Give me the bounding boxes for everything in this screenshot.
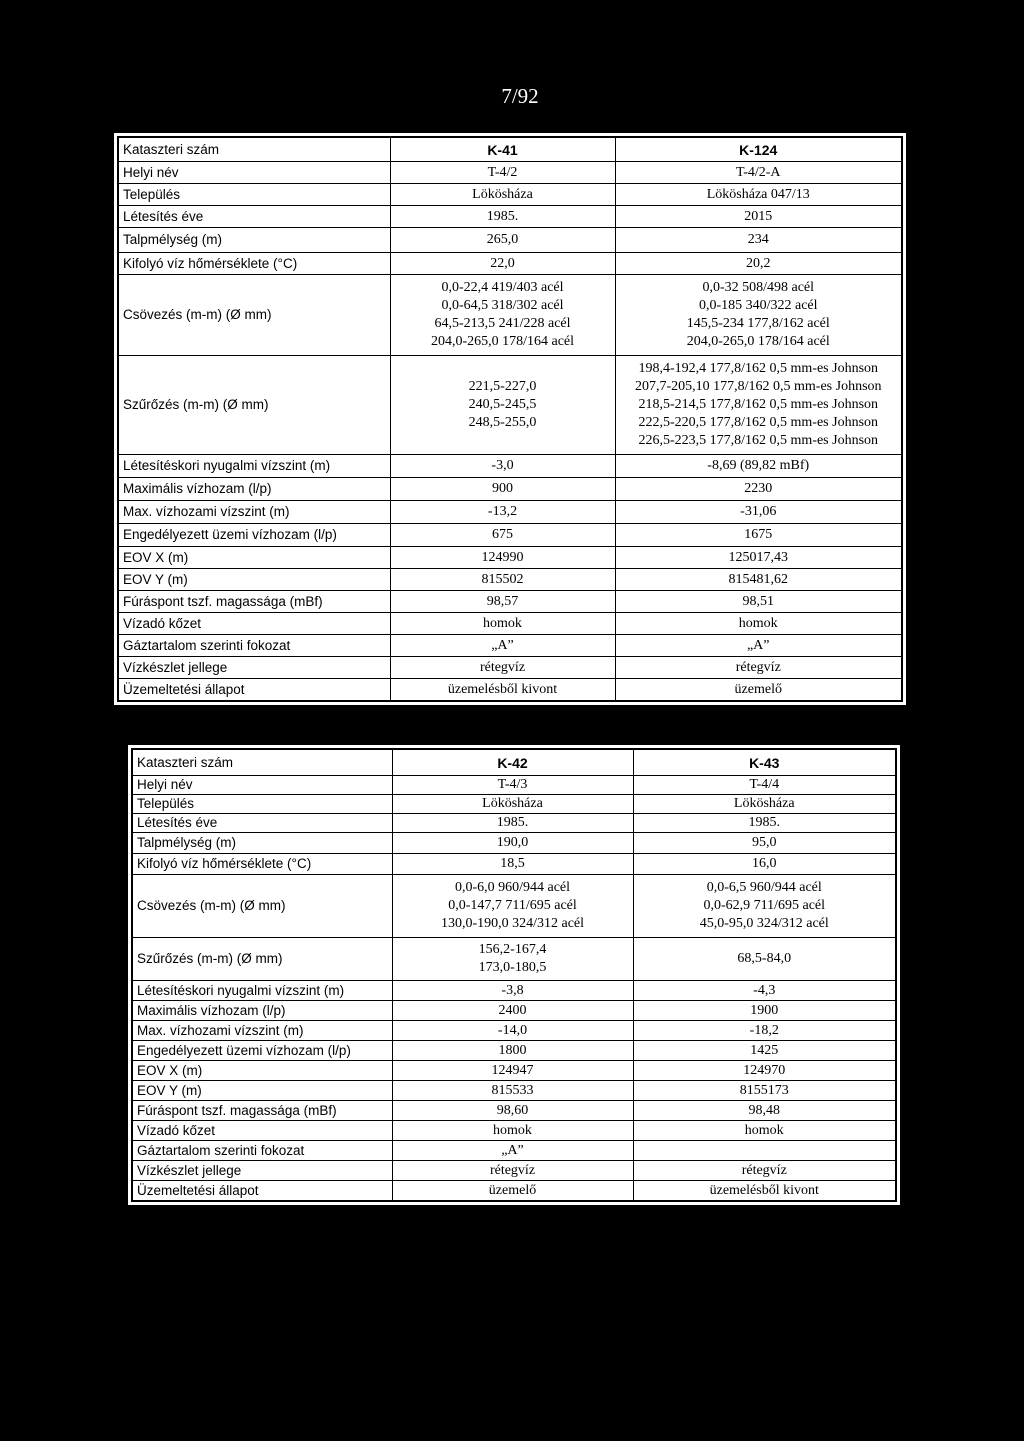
table-row — [118, 478, 902, 501]
row-label: Gáztartalom szerinti fokozat — [118, 635, 390, 657]
casing-values-1 — [390, 275, 615, 356]
row-label: Talpmélység (m) — [118, 228, 390, 253]
row-value-1: üzemelésből kivont — [390, 679, 615, 702]
well-table-1 — [117, 136, 903, 702]
casing-line: 0,0-147,7 711/695 acél — [448, 898, 577, 913]
row-label: Talpmélység (m) — [132, 833, 392, 854]
row-value-1: rétegvíz — [392, 1161, 633, 1181]
row-value-1: 2400 — [392, 1001, 633, 1021]
screen-line: 222,5-220,5 177,8/162 0,5 mm-es Johnson — [638, 415, 879, 430]
table-row — [118, 569, 902, 591]
row-value-2: 98,48 — [633, 1101, 896, 1121]
casing-line: 0,0-185 340/322 acél — [698, 298, 818, 313]
row-label: Vízadó kőzet — [132, 1121, 392, 1141]
row-value-1: Lökösháza — [392, 795, 633, 814]
row-label: EOV X (m) — [132, 1061, 392, 1081]
table-row — [132, 833, 896, 854]
table-row — [118, 679, 902, 702]
row-value-2: „A” — [615, 635, 902, 657]
row-label: EOV Y (m) — [132, 1081, 392, 1101]
row-value-2: 125017,43 — [615, 547, 902, 569]
row-value-1: rétegvíz — [390, 657, 615, 679]
row-value-2: T-4/4 — [633, 776, 896, 795]
table-row — [132, 776, 896, 795]
table-row — [118, 635, 902, 657]
casing-label: Csövezés (m-m) (Ø mm) — [118, 275, 390, 356]
row-value-1: 1985. — [390, 206, 615, 228]
casing-line: 204,0-265,0 178/164 acél — [430, 334, 575, 349]
row-value-1: T-4/2 — [390, 162, 615, 184]
row-value-2: Lökösháza 047/13 — [615, 184, 902, 206]
row-label: Kifolyó víz hőmérséklete (°C) — [132, 854, 392, 875]
row-label: Gáztartalom szerinti fokozat — [132, 1141, 392, 1161]
row-value-2: -31,06 — [615, 501, 902, 524]
table-row — [132, 1081, 896, 1101]
row-label: EOV Y (m) — [118, 569, 390, 591]
header-row — [118, 137, 902, 162]
row-value-2: 1425 — [633, 1041, 896, 1061]
casing-label: Csövezés (m-m) (Ø mm) — [132, 875, 392, 938]
row-value-2: homok — [615, 613, 902, 635]
row-value-2: 234 — [615, 228, 902, 253]
row-value-1: 22,0 — [390, 253, 615, 275]
casing-line: 0,0-64,5 318/302 acél — [441, 298, 564, 313]
row-value-1: 18,5 — [392, 854, 633, 875]
row-value-2: -8,69 (89,82 mBf) — [615, 455, 902, 478]
screen-values-2 — [615, 356, 902, 455]
casing-line: 45,0-95,0 324/312 acél — [699, 916, 829, 931]
table-row — [118, 184, 902, 206]
row-value-2: Lökösháza — [633, 795, 896, 814]
header-label: Kataszteri szám — [132, 749, 392, 776]
row-value-1: 190,0 — [392, 833, 633, 854]
row-value-1: Lökösháza — [390, 184, 615, 206]
row-label: EOV X (m) — [118, 547, 390, 569]
row-label: Engedélyezett üzemi vízhozam (l/p) — [132, 1041, 392, 1061]
row-value-1: üzemelő — [392, 1181, 633, 1202]
row-label: Létesítéskori nyugalmi vízszint (m) — [132, 981, 392, 1001]
casing-line: 0,0-6,5 960/944 acél — [706, 880, 822, 895]
screen-values-1 — [392, 938, 633, 981]
row-value-2: rétegvíz — [633, 1161, 896, 1181]
row-label: Település — [132, 795, 392, 814]
table-row — [118, 657, 902, 679]
row-value-1: homok — [390, 613, 615, 635]
casing-values-2 — [633, 875, 896, 938]
row-label: Fúráspont tszf. magassága (mBf) — [132, 1101, 392, 1121]
row-value-2: 815481,62 — [615, 569, 902, 591]
row-value-1: 98,60 — [392, 1101, 633, 1121]
table-row — [118, 591, 902, 613]
screen-line: 173,0-180,5 — [478, 960, 547, 975]
row-value-2: 124970 — [633, 1061, 896, 1081]
screen-line: 221,5-227,0 — [468, 379, 537, 394]
row-value-2: 1900 — [633, 1001, 896, 1021]
row-value-1: 124990 — [390, 547, 615, 569]
table-row — [132, 1061, 896, 1081]
row-label: Fúráspont tszf. magassága (mBf) — [118, 591, 390, 613]
table-row — [132, 1141, 896, 1161]
row-value-1: 124947 — [392, 1061, 633, 1081]
casing-line: 145,5-234 177,8/162 acél — [686, 316, 830, 331]
table-row — [132, 1041, 896, 1061]
row-value-2: üzemelésből kivont — [633, 1181, 896, 1202]
row-value-1: 815533 — [392, 1081, 633, 1101]
row-label: Engedélyezett üzemi vízhozam (l/p) — [118, 524, 390, 547]
row-value-1: -3,8 — [392, 981, 633, 1001]
row-label: Maximális vízhozam (l/p) — [118, 478, 390, 501]
row-value-2: T-4/2-A — [615, 162, 902, 184]
screen-line: 156,2-167,4 — [478, 942, 547, 957]
row-value-2: 1985. — [633, 814, 896, 833]
row-value-1: 98,57 — [390, 591, 615, 613]
row-value-2: 20,2 — [615, 253, 902, 275]
casing-line: 130,0-190,0 324/312 acél — [440, 916, 585, 931]
row-label: Település — [118, 184, 390, 206]
screen-line: 198,4-192,4 177,8/162 0,5 mm-es Johnson — [638, 361, 879, 376]
table-row — [118, 455, 902, 478]
casing-line: 0,0-6,0 960/944 acél — [454, 880, 571, 895]
casing-row — [132, 875, 896, 938]
row-value-1: homok — [392, 1121, 633, 1141]
header-col-1: K-42 — [392, 749, 633, 776]
row-value-2: -4,3 — [633, 981, 896, 1001]
table-row — [132, 981, 896, 1001]
casing-values-2 — [615, 275, 902, 356]
row-value-2: 2015 — [615, 206, 902, 228]
row-label: Max. vízhozami vízszint (m) — [132, 1021, 392, 1041]
row-value-2: 1675 — [615, 524, 902, 547]
row-value-2: 16,0 — [633, 854, 896, 875]
table-row — [118, 162, 902, 184]
row-value-1: „A” — [392, 1141, 633, 1161]
row-value-2: üzemelő — [615, 679, 902, 702]
screen-row — [132, 938, 896, 981]
table-row — [132, 814, 896, 833]
table-row — [118, 206, 902, 228]
row-value-1: 900 — [390, 478, 615, 501]
screen-line: 218,5-214,5 177,8/162 0,5 mm-es Johnson — [638, 397, 879, 412]
row-value-1: -14,0 — [392, 1021, 633, 1041]
row-value-2: -18,2 — [633, 1021, 896, 1041]
table-row — [132, 1161, 896, 1181]
row-value-2: 8155173 — [633, 1081, 896, 1101]
casing-line: 0,0-32 508/498 acél — [702, 280, 815, 295]
header-row — [132, 749, 896, 776]
row-value-2: 98,51 — [615, 591, 902, 613]
table-row — [132, 854, 896, 875]
row-value-1: -3,0 — [390, 455, 615, 478]
screen-line: 207,7-205,10 177,8/162 0,5 mm-es Johnson — [634, 379, 882, 394]
row-label: Helyi név — [132, 776, 392, 795]
row-label: Vízkészlet jellege — [118, 657, 390, 679]
header-col-2: K-124 — [615, 137, 902, 162]
table-row — [118, 613, 902, 635]
screen-label: Szűrőzés (m-m) (Ø mm) — [132, 938, 392, 981]
row-value-2 — [633, 1141, 896, 1161]
table-row — [132, 1001, 896, 1021]
casing-line: 0,0-22,4 419/403 acél — [441, 280, 564, 295]
row-label: Üzemeltetési állapot — [118, 679, 390, 702]
row-value-2: homok — [633, 1121, 896, 1141]
header-col-1: K-41 — [390, 137, 615, 162]
casing-values-1 — [392, 875, 633, 938]
casing-line: 64,5-213,5 241/228 acél — [434, 316, 571, 331]
row-value-1: T-4/3 — [392, 776, 633, 795]
row-value-1: 1985. — [392, 814, 633, 833]
row-label: Kifolyó víz hőmérséklete (°C) — [118, 253, 390, 275]
row-label: Üzemeltetési állapot — [132, 1181, 392, 1202]
row-value-1: -13,2 — [390, 501, 615, 524]
row-value-1: 1800 — [392, 1041, 633, 1061]
page-number: 7/92 — [501, 84, 539, 108]
screen-row — [118, 356, 902, 455]
casing-row — [118, 275, 902, 356]
screen-line: 240,5-245,5 — [468, 397, 537, 412]
row-label: Létesítés éve — [132, 814, 392, 833]
row-label: Vízadó kőzet — [118, 613, 390, 635]
row-value-2: 2230 — [615, 478, 902, 501]
table-row — [118, 228, 902, 253]
row-label: Létesítés éve — [118, 206, 390, 228]
row-label: Maximális vízhozam (l/p) — [132, 1001, 392, 1021]
row-value-2: 95,0 — [633, 833, 896, 854]
table-row — [118, 524, 902, 547]
row-value-1: 265,0 — [390, 228, 615, 253]
table-row — [118, 547, 902, 569]
table-row — [132, 1101, 896, 1121]
row-label: Helyi név — [118, 162, 390, 184]
row-value-1: 815502 — [390, 569, 615, 591]
row-value-1: 675 — [390, 524, 615, 547]
header-label: Kataszteri szám — [118, 137, 390, 162]
screen-line: 226,5-223,5 177,8/162 0,5 mm-es Johnson — [638, 433, 879, 448]
screen-values-2 — [633, 938, 896, 981]
row-label: Max. vízhozami vízszint (m) — [118, 501, 390, 524]
table-row — [118, 501, 902, 524]
casing-line: 204,0-265,0 178/164 acél — [686, 334, 830, 349]
screen-label: Szűrőzés (m-m) (Ø mm) — [118, 356, 390, 455]
row-value-2: rétegvíz — [615, 657, 902, 679]
well-table-2 — [131, 748, 897, 1202]
row-value-1: „A” — [390, 635, 615, 657]
casing-line: 0,0-62,9 711/695 acél — [703, 898, 826, 913]
screen-line: 248,5-255,0 — [468, 415, 537, 430]
table-row — [118, 253, 902, 275]
table-row — [132, 795, 896, 814]
screen-line: 68,5-84,0 — [737, 951, 792, 966]
table-row — [132, 1021, 896, 1041]
row-label: Létesítéskori nyugalmi vízszint (m) — [118, 455, 390, 478]
screen-values-1 — [390, 356, 615, 455]
row-label: Vízkészlet jellege — [132, 1161, 392, 1181]
header-col-2: K-43 — [633, 749, 896, 776]
table-row — [132, 1121, 896, 1141]
table-row — [132, 1181, 896, 1202]
